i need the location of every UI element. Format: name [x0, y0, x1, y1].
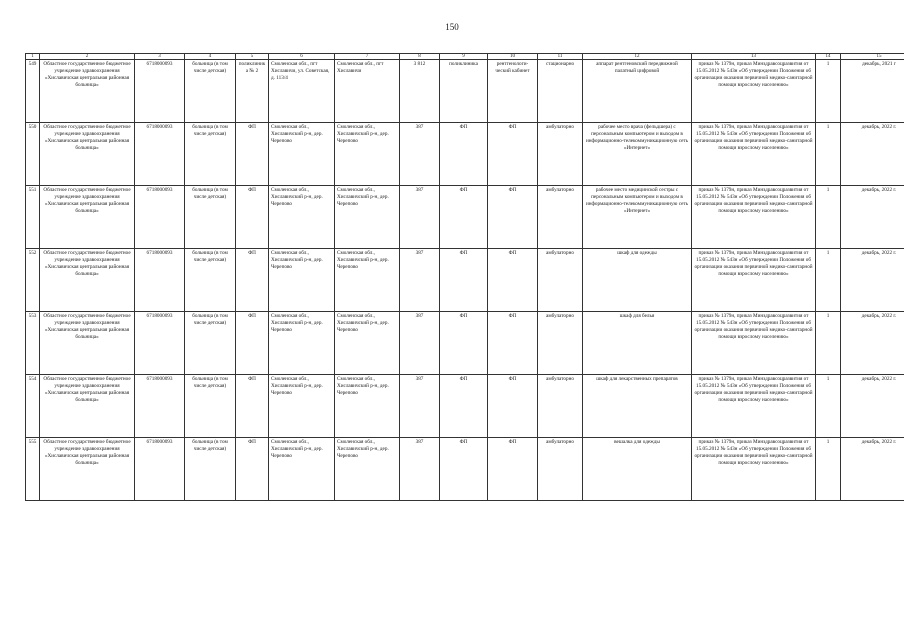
equipment-table — [25, 53, 904, 501]
row-number: 555 — [26, 438, 40, 501]
unit-address: Смоленская обл., пгт Хиславичи, ул. Советская, д. 113/4 — [269, 60, 335, 123]
care-condition: стационарно — [538, 60, 583, 123]
delivery-date: декабрь, 2022 г. — [841, 312, 904, 375]
delivery-date: декабрь, 2022 г. — [841, 438, 904, 501]
column-number: 9 — [440, 54, 488, 60]
unit-address: Смоленская обл., Хиславичский р-н, дер. Черепово — [269, 186, 335, 249]
unit-name: ФП — [236, 123, 269, 186]
row-number: 549 — [26, 60, 40, 123]
unit-name: поликлиника № 2 — [236, 60, 269, 123]
column-number: 1 — [26, 54, 40, 60]
delivery-date: декабрь, 2022 г. — [841, 375, 904, 438]
legal-basis: приказ № 1379н, приказ Минздравсоцразвития от 15.05.2012 № 543н «Об утверждении Положения об организации оказания первичной медико-санитарной помощи взрослому населению» — [692, 249, 816, 312]
facility-type: больница (в том числе детская) — [185, 123, 236, 186]
page-number: 150 — [445, 22, 459, 32]
facility-type: больница (в том числе детская) — [185, 60, 236, 123]
care-condition: амбулаторно — [538, 186, 583, 249]
unit-name: ФП — [236, 249, 269, 312]
quantity: 1 — [816, 60, 841, 123]
population: 387 — [400, 123, 440, 186]
legal-basis: приказ № 1379н, приказ Минздравсоцразвития от 15.05.2012 № 543н «Об утверждении Положения об организации оказания первичной медико-санитарной помощи взрослому населению» — [692, 60, 816, 123]
organization-name: Областное государственное бюджетное учреждение здравоохранения «Хиславичская центральная районная больница» — [40, 312, 135, 375]
organization-code: 6718000093 — [135, 60, 185, 123]
facility-type: больница (в том числе детская) — [185, 186, 236, 249]
service-area: Смоленская обл., Хиславичский р-н, дер. Черепово — [335, 249, 400, 312]
column-number: 8 — [400, 54, 440, 60]
room: ФП — [488, 249, 538, 312]
column-number: 10 — [488, 54, 538, 60]
organization-name: Областное государственное бюджетное учреждение здравоохранения «Хиславичская центральная районная больница» — [40, 249, 135, 312]
room: рентгенологи-ческий кабинет — [488, 60, 538, 123]
legal-basis: приказ № 1379н, приказ Минздравсоцразвития от 15.05.2012 № 543н «Об утверждении Положения об организации оказания первичной медико-санитарной помощи взрослому населению» — [692, 438, 816, 501]
organization-code: 6718000093 — [135, 249, 185, 312]
care-condition: амбулаторно — [538, 438, 583, 501]
organization-code: 6718000093 — [135, 123, 185, 186]
facility-type: больница (в том числе детская) — [185, 249, 236, 312]
column-number: 5 — [236, 54, 269, 60]
table-row — [26, 312, 904, 375]
population: 387 — [400, 249, 440, 312]
equipment-name: шкаф для одежды — [583, 249, 692, 312]
facility-type: больница (в том числе детская) — [185, 312, 236, 375]
table-body — [26, 54, 904, 501]
legal-basis: приказ № 1379н, приказ Минздравсоцразвития от 15.05.2012 № 543н «Об утверждении Положения об организации оказания первичной медико-санитарной помощи взрослому населению» — [692, 186, 816, 249]
legal-basis: приказ № 1379н, приказ Минздравсоцразвития от 15.05.2012 № 543н «Об утверждении Положения об организации оказания первичной медико-санитарной помощи взрослому населению» — [692, 312, 816, 375]
service-area: Смоленская обл., Хиславичский р-н, дер. Черепово — [335, 123, 400, 186]
population: 387 — [400, 312, 440, 375]
facility-type: больница (в том числе детская) — [185, 375, 236, 438]
unit-name: ФП — [236, 312, 269, 375]
legal-basis: приказ № 1379н, приказ Минздравсоцразвития от 15.05.2012 № 543н «Об утверждении Положения об организации оказания первичной медико-санитарной помощи взрослому населению» — [692, 123, 816, 186]
delivery-date: декабрь, 2022 г. — [841, 186, 904, 249]
population: 3 812 — [400, 60, 440, 123]
room: ФП — [488, 312, 538, 375]
unit-name: ФП — [236, 186, 269, 249]
unit-address: Смоленская обл., Хиславичский р-н, дер. Черепово — [269, 312, 335, 375]
room: ФП — [488, 123, 538, 186]
department: поликлиника — [440, 60, 488, 123]
population: 387 — [400, 186, 440, 249]
department: ФП — [440, 312, 488, 375]
organization-code: 6718000093 — [135, 312, 185, 375]
column-number: 15 — [841, 54, 904, 60]
care-condition: амбулаторно — [538, 375, 583, 438]
column-number: 6 — [269, 54, 335, 60]
column-number: 12 — [583, 54, 692, 60]
organization-code: 6718000093 — [135, 375, 185, 438]
table-row — [26, 375, 904, 438]
table-row — [26, 123, 904, 186]
department: ФП — [440, 375, 488, 438]
department: ФП — [440, 438, 488, 501]
row-number: 552 — [26, 249, 40, 312]
unit-address: Смоленская обл., Хиславичский р-н, дер. Черепово — [269, 123, 335, 186]
department: ФП — [440, 123, 488, 186]
room: ФП — [488, 438, 538, 501]
organization-code: 6718000093 — [135, 438, 185, 501]
facility-type: больница (в том числе детская) — [185, 438, 236, 501]
column-number: 3 — [135, 54, 185, 60]
table-row — [26, 186, 904, 249]
organization-name: Областное государственное бюджетное учреждение здравоохранения «Хиславичская центральная районная больница» — [40, 375, 135, 438]
organization-name: Областное государственное бюджетное учреждение здравоохранения «Хиславичская центральная районная больница» — [40, 60, 135, 123]
legal-basis: приказ № 1379н, приказ Минздравсоцразвития от 15.05.2012 № 543н «Об утверждении Положения об организации оказания первичной медико-санитарной помощи взрослому населению» — [692, 375, 816, 438]
column-number: 2 — [40, 54, 135, 60]
unit-name: ФП — [236, 375, 269, 438]
department: ФП — [440, 249, 488, 312]
care-condition: амбулаторно — [538, 249, 583, 312]
equipment-name: рабочее место медицинской сестры с персональным компьютером и выходом в информационно-телекоммуникационную сеть «Интернет» — [583, 186, 692, 249]
organization-name: Областное государственное бюджетное учреждение здравоохранения «Хиславичская центральная районная больница» — [40, 438, 135, 501]
row-number: 551 — [26, 186, 40, 249]
quantity: 1 — [816, 249, 841, 312]
equipment-name: аппарат рентгеновский передвижной палатный цифровой — [583, 60, 692, 123]
quantity: 1 — [816, 186, 841, 249]
row-number: 553 — [26, 312, 40, 375]
row-number: 550 — [26, 123, 40, 186]
service-area: Смоленская обл., Хиславичский р-н, дер. Черепово — [335, 186, 400, 249]
equipment-name: шкаф для белья — [583, 312, 692, 375]
row-number: 554 — [26, 375, 40, 438]
population: 387 — [400, 438, 440, 501]
service-area: Смоленская обл., Хиславичский р-н, дер. Черепово — [335, 312, 400, 375]
table-row — [26, 438, 904, 501]
room: ФП — [488, 375, 538, 438]
care-condition: амбулаторно — [538, 312, 583, 375]
unit-address: Смоленская обл., Хиславичский р-н, дер. Черепово — [269, 375, 335, 438]
quantity: 1 — [816, 375, 841, 438]
delivery-date: декабрь, 2021 г — [841, 60, 904, 123]
column-number: 11 — [538, 54, 583, 60]
service-area: Смоленская обл., Хиславичский р-н, дер. Черепово — [335, 375, 400, 438]
column-number: 13 — [692, 54, 816, 60]
population: 387 — [400, 375, 440, 438]
table-row — [26, 60, 904, 123]
care-condition: амбулаторно — [538, 123, 583, 186]
column-number: 14 — [816, 54, 841, 60]
quantity: 1 — [816, 123, 841, 186]
service-area: Смоленская обл., Хиславичский р-н, дер. Черепово — [335, 438, 400, 501]
equipment-name: вешалка для одежды — [583, 438, 692, 501]
unit-address: Смоленская обл., Хиславичский р-н, дер. Черепово — [269, 249, 335, 312]
equipment-name: шкаф для лекарственных препаратов — [583, 375, 692, 438]
organization-code: 6718000093 — [135, 186, 185, 249]
quantity: 1 — [816, 312, 841, 375]
delivery-date: декабрь, 2022 г. — [841, 249, 904, 312]
unit-name: ФП — [236, 438, 269, 501]
table-row — [26, 249, 904, 312]
organization-name: Областное государственное бюджетное учреждение здравоохранения «Хиславичская центральная районная больница» — [40, 123, 135, 186]
room: ФП — [488, 186, 538, 249]
service-area: Смоленская обл., пгт Хиславичи — [335, 60, 400, 123]
organization-name: Областное государственное бюджетное учреждение здравоохранения «Хиславичская центральная районная больница» — [40, 186, 135, 249]
unit-address: Смоленская обл., Хиславичский р-н, дер. Черепово — [269, 438, 335, 501]
quantity: 1 — [816, 438, 841, 501]
department: ФП — [440, 186, 488, 249]
equipment-name: рабочее место врача (фельдшера) с персональным компьютером и выходом в информационно-телекоммуникационную сеть «Интернет» — [583, 123, 692, 186]
column-number: 7 — [335, 54, 400, 60]
delivery-date: декабрь, 2022 г. — [841, 123, 904, 186]
column-number: 4 — [185, 54, 236, 60]
